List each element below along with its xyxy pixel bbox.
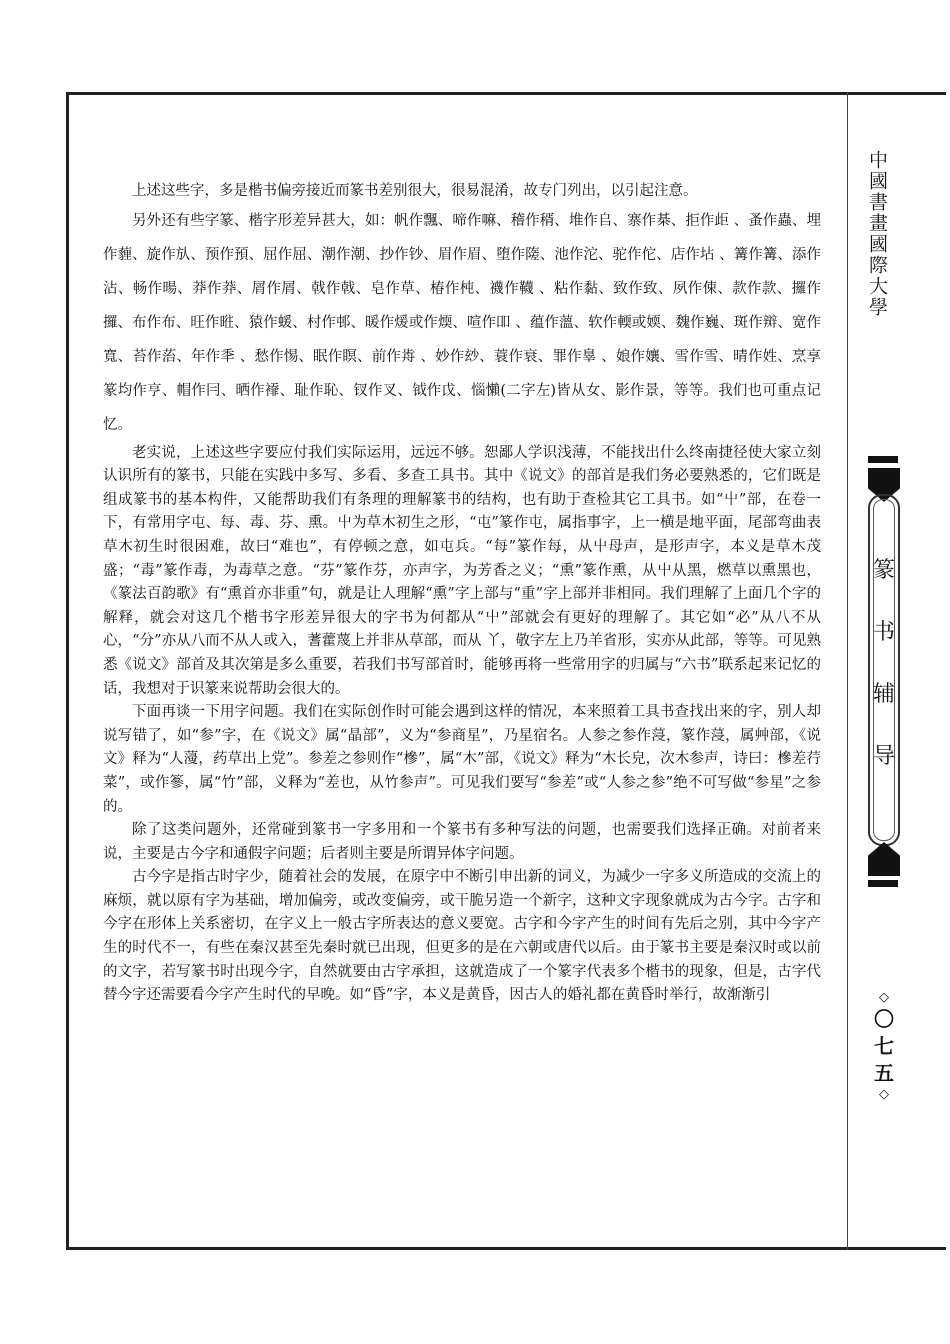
page-digit-1: 〇 [874, 1007, 894, 1031]
diamond-top-icon: ◇ [879, 990, 889, 1005]
section-char-3: 辅 [872, 682, 895, 707]
main-text [103, 180, 821, 1008]
paragraph-5: 除了这类问题外，还常碰到篆书一字多用和一个篆书有多种写法的问题，也需要我们选择正确。对前者来说，主要是古今字和通假字问题；后者则主要是所谓异体字问题。 [103, 822, 821, 862]
section-title [868, 540, 900, 788]
paragraph-4: 下面再谈一下用字问题。我们在实际创作时可能会遇到这样的情况，本来照着工具书查找出来的字，别人却说写错了，如“参”字，在《说文》属“晶部”，义为“参商星”，乃星宿名。人参之参作蓡，篆作蓡，属艸部，《说文》释为“人薓，药草出上党”。参差之参则作“槮”，属“木”部，《说文》释为“木长皃，次木参声，诗曰：槮差荇菜”，或作篸，属“竹”部，义释为“差也，从竹参声”。可见我们要写“参差”或“人参之参”绝不可写做“参星”之参的。 [103, 704, 821, 815]
ornament-bar-bottom [868, 880, 898, 887]
diamond-bottom-icon: ◇ [879, 1087, 889, 1102]
publisher-name: 中國書畫國際大學 [866, 150, 888, 318]
ornament-bar-top [868, 456, 898, 463]
paragraph-1: 上述这些字，多是楷书偏旁接近而篆书差别很大，很易混淆，故专门列出，以引起注意。 [132, 183, 698, 199]
paragraph-6: 古今字是指古时字少，随着社会的发展，在原字中不断引申出新的词义，为减少一字多义所造成的交流上的麻烦，就以原有字为基础，增加偏旁，或改变偏旁，或干脆另造一个新字，这种文字现象就成为古今字。古字和今字在形体上关系密切，在字义上一般古字所表达的意义要宽。古字和今字产生的时间有先后之别，其中今字产生的时代不一，有些在秦汉甚至先秦时就已出现，但更多的是在六朝或唐代以后。由于篆书主要是秦汉时或以前的文字，若写篆书时出现今字，自然就要由古字承担，这就造成了一个篆字代表多个楷书的现象，但是，古字代替今字还需要看今字产生时代的早晚。如“昏”字，本义是黄昏，因古人的婚礼都在黄昏时举行，故渐渐引 [103, 869, 821, 1004]
page-number [864, 990, 904, 1103]
section-char-1: 篆 [872, 558, 895, 583]
paragraph-3: 老实说，上述这些字要应付我们实际运用，远远不够。恕鄙人学识浅薄，不能找出什么终南捷径使大家立刻认识所有的篆书，只能在实践中多写、多看、多查工具书。其中《说文》的部首是我们务必要熟悉的，它们既是组成篆书的基本构件，又能帮助我们有条理的理解篆书的结构，也有助于查检其它工具书。如“屮”部，在卷一下，有常用字屯、每、毒、芬、熏。屮为草木初生之形，“屯”篆作屯，属指事字，上一横是地平面，尾部弯曲表草木初生时很困难，故曰“难也”，有停顿之意，如屯兵。“每”篆作每，从屮母声，是形声字，本义是草木茂盛；“毒”篆作毒，为毒草之意。“芬”篆作芬，亦声字，为芳香之义；“熏”篆作熏，从屮从黑，燃草以熏黑也，《篆法百韵歌》有“熏首亦非重”句，就是让人理解“熏”字上部与“重”字上部并非相同。我们理解了上面几个字的解释，就会对这几个楷书字形差异很大的字书为何都从“屮”部就会有更好的理解了。其它如“必”从八不从心，“分”亦从八而不从人或入，蓍藿蔑上并非从草部，而从 丫，敬字左上乃羊省形，实亦从此部，等等。可见熟悉《说文》部首及其次第是多么重要，若我们书写部首时，能够再将一些常用字的归属与“六书”联系起来记忆的话，我想对于识篆来说帮助会很大的。 [103, 444, 821, 697]
paragraph-2: 另外还有些字篆、楷字形差异甚大，如：帆作飄、啼作嘛、稽作稰、堆作𠂤、寨作棊、拒作歫 、蚤作蟲、埋作薶、旋作㫃、预作預、屈作屈、潮作潮、抄作钞、眉作眉、堕作隓、池作沱、驼作佗、店作坫 、篝作篝、添作沾、畅作暘、莽作莽、屑作屑、戟作戟、皂作草、椿作杶、襪作韈 、粘作黏、致作致、夙作㑛、款作款、攞作攞、布作布、旺作暀、猿作蝯、村作邨、暖作煖或作煗、喧作吅 、蕴作薀、软作輭或媆、魏作巍、斑作辬、宽作寬、苔作菭、年作秊 、愁作惕、眠作瞑、前作歬 、妙作玅、蓑作衰、罪作辠 、娘作孃、雪作雪、晴作姓、烹享篆均作亨、帽作冃、晒作䙣、耻作恥、钗作叉、钺作戉、惱懶(二字左)皆从女、影作景，等等。我们也可重点记忆。 [103, 212, 821, 433]
page-digit-2: 七 [874, 1034, 894, 1058]
section-char-2: 书 [872, 620, 895, 645]
margin-divider [847, 92, 848, 1250]
section-char-4: 导 [872, 744, 895, 769]
page-digit-3: 五 [874, 1061, 894, 1085]
